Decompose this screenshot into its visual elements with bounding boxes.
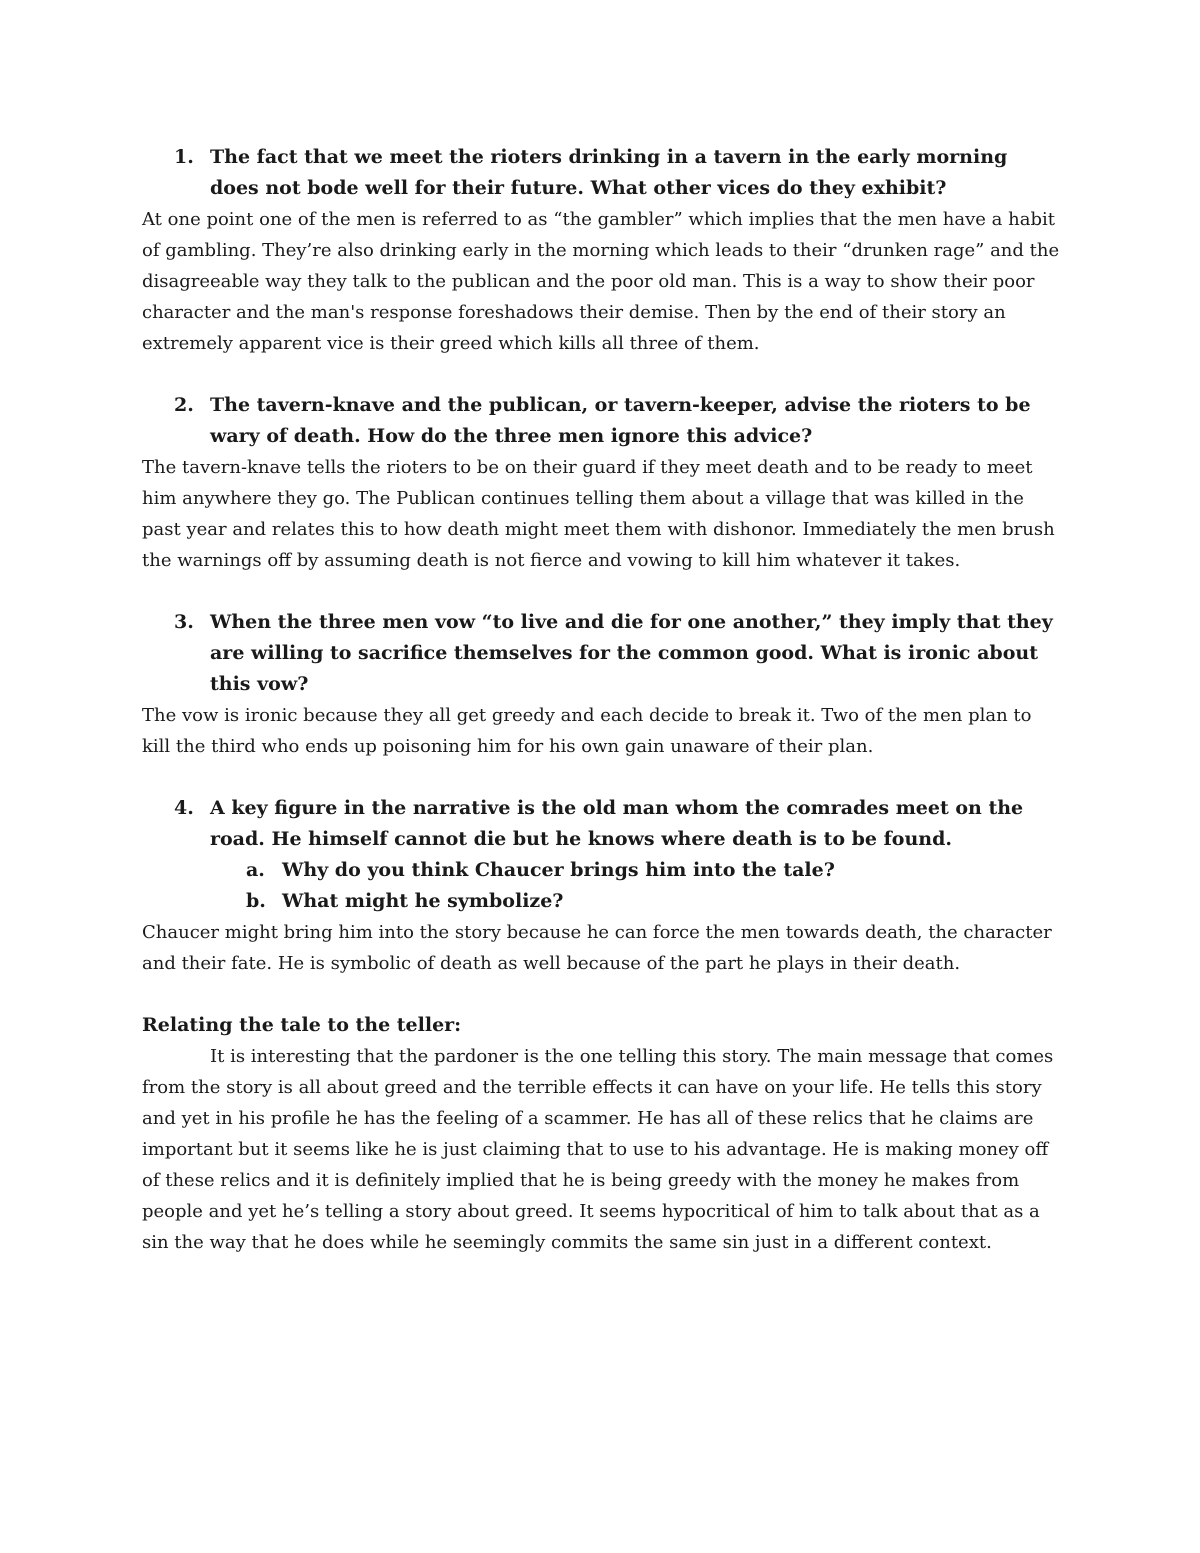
question-number: 2.: [174, 394, 194, 416]
question-text: When the three men vow “to live and die for one another,” they imply that they are willing to sacrifice themselves for the common good. What is ironic about this vow?: [210, 611, 1053, 695]
sub-question-letter: a.: [246, 859, 265, 881]
sub-question-text: What might he symbolize?: [282, 890, 564, 912]
sub-question-letter: b.: [246, 890, 266, 912]
question-number: 4.: [174, 797, 194, 819]
answer-4: Chaucer might bring him into the story because he can force the men towards death, the character and their fate. He is symbolic of death as well because of the part he plays in their death.: [142, 922, 1052, 974]
section-paragraph: It is interesting that the pardoner is the one telling this story. The main message that comes from the story is all about greed and the terrible effects it can have on your life. He tells this story and yet in his profile he has the feeling of a scammer. He has all of these relics that he claims are important but it seems like he is just claiming that to use to his advantage. He is making money off of these relics and it is definitely implied that he is being greedy with the money he makes from people and yet he’s telling a story about greed. It seems hypocritical of him to talk about that as a sin the way that he does while he seemingly commits the same sin just in a different context.: [142, 1046, 1054, 1253]
question-number: 3.: [174, 611, 194, 633]
sub-question-b: [142, 886, 1062, 917]
question-number: 1.: [174, 146, 194, 168]
question-text: The fact that we meet the rioters drinking in a tavern in the early morning does not bode well for their future. What other vices do they exhibit?: [210, 146, 1008, 199]
answer-3: The vow is ironic because they all get greedy and each decide to break it. Two of the men plan to kill the third who ends up poisoning him for his own gain unaware of their plan.: [142, 705, 1032, 757]
sub-question-text: Why do you think Chaucer brings him into the tale?: [282, 859, 835, 881]
question-text: A key figure in the narrative is the old man whom the comrades meet on the road. He himself cannot die but he knows where death is to be found.: [210, 797, 1024, 850]
section-heading: Relating the tale to the teller:: [142, 1014, 462, 1036]
answer-2: The tavern-knave tells the rioters to be on their guard if they meet death and to be ready to meet him anywhere they go. The Publican continues telling them about a village that was killed in the past year and relates this to how death might meet them with dishonor. Immediately the men brush the warnings off by assuming death is not fierce and vowing to kill him whatever it takes.: [142, 457, 1055, 571]
sub-question-a: [142, 855, 1062, 886]
document-page: [142, 142, 1062, 1258]
question-4: [142, 793, 1062, 855]
question-3: [142, 607, 1062, 700]
question-text: The tavern-knave and the publican, or tavern-keeper, advise the rioters to be wary of death. How do the three men ignore this advice?: [210, 394, 1031, 447]
answer-1: At one point one of the men is referred to as “the gambler” which implies that the men have a habit of gambling. They’re also drinking early in the morning which leads to their “drunken rage” and the disagreeable way they talk to the publican and the poor old man. This is a way to show their poor character and the man's response foreshadows their demise. Then by the end of their story an extremely apparent vice is their greed which kills all three of them.: [142, 209, 1060, 354]
question-1: [142, 142, 1062, 204]
question-2: [142, 390, 1062, 452]
